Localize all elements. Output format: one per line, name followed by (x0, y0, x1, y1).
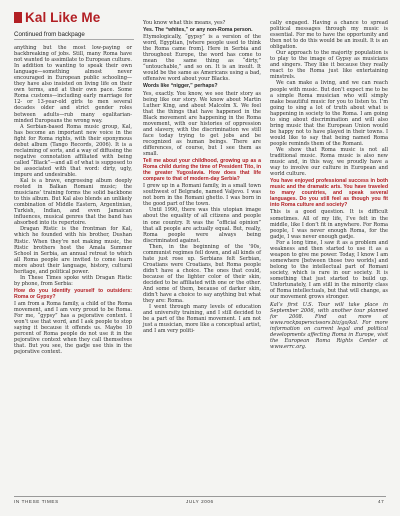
subhead-divider (14, 39, 134, 40)
paragraph: You know what this means, yes? (143, 20, 226, 26)
paragraph: I am from a Roma family, a child of the Roma movement, and I am very proud to be Roma. For me, “gypsy” has a pejorative context. I won’t use that word, and I ask people to stop saying it because it offends us. Maybe 10 percent of Roma people do not use it in the pejorative context when they call themselves that. But you see, the gadje use this in the pejorative context. (14, 300, 132, 356)
paragraph: A Serbian-based Roma music group, Kal, has become an important new voice in the fight for Roma rights, with their eponymous debut album (Tango Records, 2006). It is a reclaiming of sorts, and a way of diffusing the negative connotation affiliated with being called “Black”—and all of what is supposed to be associated with that word: dirty, ugly, impure and undesirable. (14, 123, 132, 178)
section-marker (14, 12, 22, 23)
paragraph: In These Times spoke with Dragan Ristic by phone, from Serbia: (14, 274, 132, 287)
paragraph: I grew up in a Romani family, in a small town southwest of Belgrade, named Valjevo. I was not born in the Romani ghetto. I was born in the good part of the town. (143, 183, 261, 208)
paragraph: cally engaged. Having a chance to spread political messages through my music is essential. For me to have the opportunity and then not to do this would be an insult. It is an obligation. (270, 20, 388, 51)
paragraph: We can make a living, and we can reach people with music. But don’t expect me to be a simple Roma musician who will simply make beautiful music for you to listen to. I’m going to sing a lot of truth about what is happening in society to the Roma. I am going to sing about discrimination and will also bring music that the European Union would be happy not to have played in their towns. I would like to say that being named Roma people reminds them of the Romani. (270, 80, 388, 147)
continued-label: Continued from backpage (14, 31, 85, 38)
paragraph: Kal is a brave, engrossing album deeply rooted in Balkan Romani music; the musicians’ training forms the solid backbone to this album. But Kal also blends an unlikely combination of Middle Eastern, Argentinian, Turkish, Indian, and even Jamaican influences, musical genres that the band has absorbed into its repertoire. (14, 178, 132, 227)
paragraph: For a long time, I saw it as a problem and weakness and then started to use it as a weapon to give me power. Today, I know I am somewhere [between those two worlds] and belong to the intellectual part of Romani society, which is rare in our society. It is something that just started to build up. Unfortunately, I am still in the minority class of Roma intellectuals, but that will change, as our movement grows stronger. (270, 239, 388, 301)
article-title: Kal Like Me (25, 10, 101, 25)
paragraph: Then, in the beginning of the ’90s, communist regimes fell down, and all kinds of hate just rose up. Serbians felt Serbian, Croatians were Croatians, but Roma people didn’t have a choice. The ones that could, because of the lighter color of their skin, decided to be affiliated with one or the other. And some of them, because of darker skin, didn’t have a choice to say anything but what they are: Roma. (143, 243, 261, 305)
paragraph: Until 1990, there was this utopian image about the equality of all citizens and people in one country. It was the “official opinion” that all people are actually equal. But, really, Roma people were always being discriminated against. (143, 207, 261, 244)
paragraph: Etymologically, “gypsy” is a version of the word, Egyptian, [where people used to think the Roma came from]. Here in Serbia and throughout Europe, the word has come to mean the same thing as “dirty,” “untouchable,” and so on. It is an insult. It would be the same as Americans using a bad, offensive word about your Blacks. (143, 34, 261, 83)
question: How do you identify yourself to outsiders: Roma or Gypsy? (14, 287, 132, 300)
issue-date: JULY 2006 (186, 499, 214, 504)
paragraph: anything but the most low-paying or backbreaking of jobs. Still, many Roma have not wanted to assimilate to European culture. In addition to wanting to speak their own language—something almost never encouraged in European public schooling—they have also insisted on living life on their own terms, and at their own pace. Some Roma customs—including early marriage for 12- or 13-year-old girls to men several decades older and strict gender roles between adults—rub many egalitarian-minded Europeans the wrong way. (14, 45, 132, 124)
paragraph: This is a good question. It is difficult sometimes. All of my life, I’ve felt in the middle, like I don’t fit in anywhere. For Roma people, I was never enough Roma, for the gadje, I was never enough gadje. (270, 209, 388, 240)
question: Yes. The “whites,” or any non-Roma person. (143, 27, 253, 34)
question: You have enjoyed professional success in both music and the dramatic arts. You have traveled to many countries, and speak several languages. Do you still feel as though you fit into Roma culture and society? (270, 178, 388, 209)
tour-note: Kal’s first U.S. Tour will take place in September 2006, with another tour planned for 2008. Find out more at www.rockpaperscissors.biz/go/kal. For more information on current legal and political developments affecting Roma in Europe, visit the European Roma Rights Center at www.errc.org. (270, 302, 388, 351)
question: Tell me about your childhood, growing up as a Roma child during the time of President Tito, in the greater Yugoslavia. How does that life compare to that of modern-day Serbia? (143, 158, 261, 183)
question: Words like “nigger,” perhaps? (143, 83, 218, 90)
footer-divider (14, 496, 386, 497)
column-2 (143, 20, 261, 334)
publication-name: IN THESE TIMES (14, 499, 59, 504)
paragraph: We show that Roma music is not all traditional music. Roma music is also new music and, in this way, we proudly have a way to involve our culture in European and world culture. (270, 146, 388, 178)
paragraph: Yes, exactly. You know, we see their story as being like our story. We know about Martin Luther King, and about Malcolm X. We feel that the things that have happened in the Black movement are happening in the Roma movement, with our histories of oppression and slavery, with the discrimination we still face today trying to get jobs and be recognized as human beings. There are differences, of course, but I see them as small. (143, 90, 261, 157)
column-3 (270, 20, 388, 351)
paragraph: Our approach to the majority population is to play to the image of Gypsy as musicians and singers. They like it because they really react to the Roma just like entertaining minstrels. (270, 50, 388, 81)
page-number: 47 (378, 499, 385, 504)
column-1 (14, 45, 132, 355)
paragraph: I went through many levels of education and university training, and I still decided to be a part of the Romani movement. I am not just a musician, more like a conceptual artist, and I am very politi- (143, 304, 261, 335)
paragraph: Dragan Ristic is the frontman for Kal, which he founded with his brother, Dushan Ristic. When they’re not making music, the Ristic brothers host the Amala Summer School in Serbia, an annual retreat to which all Roma people are invited to come learn more about their language, history, cultural heritage, and political power. (14, 226, 132, 275)
